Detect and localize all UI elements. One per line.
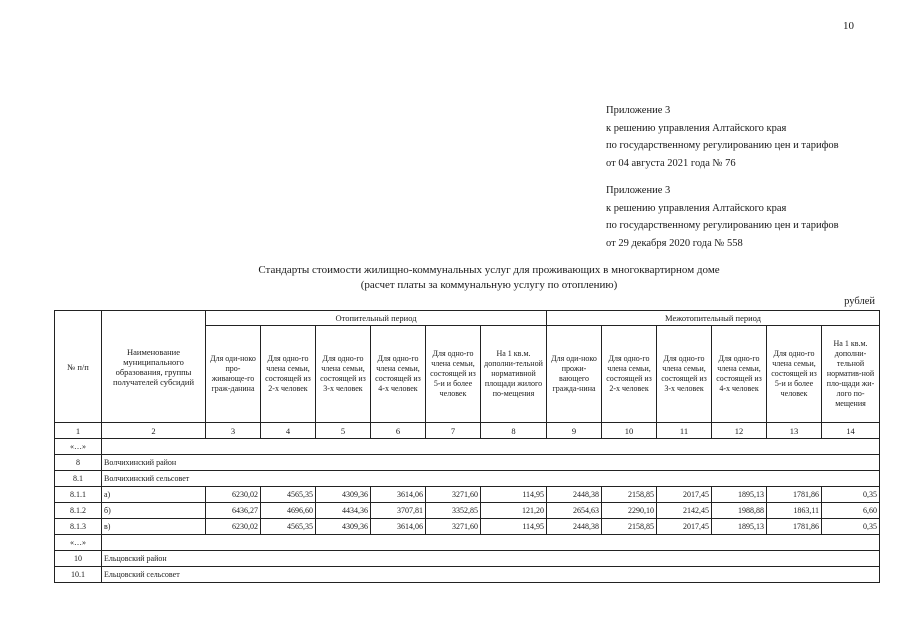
value-cell: 4565,35 bbox=[261, 519, 316, 535]
value-cell: 1895,13 bbox=[712, 519, 767, 535]
row-number-cell: 8.1.3 bbox=[55, 519, 102, 535]
row-name-cell: Волчихинский район bbox=[102, 455, 880, 471]
table-row bbox=[55, 455, 880, 471]
row-number-cell: 8 bbox=[55, 455, 102, 471]
header-nonheating-col: Для одно-го члена семьи, состоящей из 2-х человек bbox=[602, 326, 657, 423]
value-cell: 4434,36 bbox=[316, 503, 371, 519]
value-cell: 6436,27 bbox=[206, 503, 261, 519]
column-number-cell: 2 bbox=[102, 423, 206, 439]
table-row bbox=[55, 519, 880, 535]
value-cell: 2158,85 bbox=[602, 487, 657, 503]
row-number-cell: 8.1.1 bbox=[55, 487, 102, 503]
column-number-cell: 1 bbox=[55, 423, 102, 439]
header-row-number: № п/п bbox=[55, 311, 102, 423]
annex-line: от 04 августа 2021 года № 76 bbox=[606, 157, 736, 169]
header-nonheating-col: Для оди-ноко прожи-вающего гражда-нина bbox=[547, 326, 602, 423]
value-cell: 3352,85 bbox=[426, 503, 481, 519]
rates-table bbox=[54, 310, 880, 583]
column-number-cell: 7 bbox=[426, 423, 481, 439]
value-cell: 6,60 bbox=[822, 503, 880, 519]
table-body bbox=[55, 423, 880, 583]
row-number-cell: «…» bbox=[55, 439, 102, 455]
annex-line: Приложение 3 bbox=[606, 185, 671, 196]
header-municipality: Наименование муниципального образования, группы получателей субсидий bbox=[102, 311, 206, 423]
annex-line: к решению управления Алтайского края bbox=[606, 122, 787, 134]
value-cell: 2448,38 bbox=[547, 519, 602, 535]
annex-line: по государственному регулированию цен и тарифов bbox=[606, 140, 839, 151]
row-name-cell: Волчихинский сельсовет bbox=[102, 471, 880, 487]
header-heating-col: Для оди-ноко про-живающе-го граж-данина bbox=[206, 326, 261, 423]
column-number-cell: 13 bbox=[767, 423, 822, 439]
value-cell: 1863,11 bbox=[767, 503, 822, 519]
column-number-cell: 12 bbox=[712, 423, 767, 439]
table-row bbox=[55, 535, 880, 551]
row-number-cell: 10.1 bbox=[55, 567, 102, 583]
row-name-cell: в) bbox=[102, 519, 206, 535]
column-number-cell: 5 bbox=[316, 423, 371, 439]
row-number-cell: 8.1 bbox=[55, 471, 102, 487]
annex-previous-block bbox=[606, 182, 839, 252]
value-cell: 6230,02 bbox=[206, 519, 261, 535]
header-nonheating-period: Межотопительный период bbox=[547, 311, 880, 326]
value-cell: 4309,36 bbox=[316, 487, 371, 503]
column-number-cell: 10 bbox=[602, 423, 657, 439]
value-cell: 4565,35 bbox=[261, 487, 316, 503]
table-row bbox=[55, 551, 880, 567]
value-cell: 3271,60 bbox=[426, 487, 481, 503]
header-heating-col: Для одно-го члена семьи, состоящей из 4-х человек bbox=[371, 326, 426, 423]
value-cell: 114,95 bbox=[481, 519, 547, 535]
value-cell: 121,20 bbox=[481, 503, 547, 519]
header-heating-period: Отопительный период bbox=[206, 311, 547, 326]
column-number-cell: 14 bbox=[822, 423, 880, 439]
value-cell: 2158,85 bbox=[602, 519, 657, 535]
page-number: 10 bbox=[843, 20, 854, 32]
value-cell: 4309,36 bbox=[316, 519, 371, 535]
title-subline: (расчет платы за коммунальную услугу по отоплению) bbox=[360, 279, 618, 291]
row-number-cell: «…» bbox=[55, 535, 102, 551]
column-number-row bbox=[55, 423, 880, 439]
header-heating-col: Для одно-го члена семьи, состоящей из 5-и и более человек bbox=[426, 326, 481, 423]
row-number-cell: 10 bbox=[55, 551, 102, 567]
row-name-cell: Ельцовский район bbox=[102, 551, 880, 567]
value-cell: 1988,88 bbox=[712, 503, 767, 519]
units-label: рублей bbox=[844, 296, 875, 307]
table-row bbox=[55, 439, 880, 455]
value-cell: 4696,60 bbox=[261, 503, 316, 519]
row-number-cell: 8.1.2 bbox=[55, 503, 102, 519]
row-name-cell: б) bbox=[102, 503, 206, 519]
column-number-cell: 3 bbox=[206, 423, 261, 439]
document-title bbox=[54, 263, 905, 293]
value-cell: 3707,81 bbox=[371, 503, 426, 519]
value-cell: 3614,06 bbox=[371, 487, 426, 503]
row-name-cell: Ельцовский сельсовет bbox=[102, 567, 880, 583]
value-cell: 3614,06 bbox=[371, 519, 426, 535]
header-nonheating-col: Для одно-го члена семьи, состоящей из 5-и и более человек bbox=[767, 326, 822, 423]
value-cell: 2142,45 bbox=[657, 503, 712, 519]
row-name-cell: а) bbox=[102, 487, 206, 503]
table-row bbox=[55, 567, 880, 583]
column-number-cell: 9 bbox=[547, 423, 602, 439]
value-cell: 3271,60 bbox=[426, 519, 481, 535]
annex-line: от 29 декабря 2020 года № 558 bbox=[606, 237, 743, 249]
header-heating-col: Для одно-го члена семьи, состоящей из 3-х человек bbox=[316, 326, 371, 423]
value-cell: 6230,02 bbox=[206, 487, 261, 503]
table-row bbox=[55, 487, 880, 503]
value-cell: 2017,45 bbox=[657, 519, 712, 535]
value-cell: 2290,10 bbox=[602, 503, 657, 519]
row-name-cell bbox=[102, 535, 880, 551]
row-name-cell bbox=[102, 439, 880, 455]
value-cell: 0,35 bbox=[822, 487, 880, 503]
column-number-cell: 6 bbox=[371, 423, 426, 439]
table-row bbox=[55, 471, 880, 487]
header-nonheating-col: Для одно-го члена семьи, состоящей из 3-х человек bbox=[657, 326, 712, 423]
value-cell: 1781,86 bbox=[767, 519, 822, 535]
value-cell: 2017,45 bbox=[657, 487, 712, 503]
table-row bbox=[55, 503, 880, 519]
title-line: Стандарты стоимости жилищно-коммунальных услуг для проживающих в многоквартирном доме bbox=[258, 264, 720, 276]
value-cell: 2654,63 bbox=[547, 503, 602, 519]
header-heating-col: Для одно-го члена семьи, состоящей из 2-х человек bbox=[261, 326, 316, 423]
column-number-cell: 4 bbox=[261, 423, 316, 439]
value-cell: 114,95 bbox=[481, 487, 547, 503]
annex-line: к решению управления Алтайского края bbox=[606, 202, 787, 214]
value-cell: 1895,13 bbox=[712, 487, 767, 503]
value-cell: 2448,38 bbox=[547, 487, 602, 503]
column-number-cell: 8 bbox=[481, 423, 547, 439]
annex-current-block bbox=[606, 102, 839, 172]
value-cell: 0,35 bbox=[822, 519, 880, 535]
header-nonheating-col: На 1 кв.м. дополни-тельной норматив-ной пло-щади жи-лого по-мещения bbox=[822, 326, 880, 423]
header-nonheating-col: Для одно-го члена семьи, состоящей из 4-х человек bbox=[712, 326, 767, 423]
value-cell: 1781,86 bbox=[767, 487, 822, 503]
annex-line: Приложение 3 bbox=[606, 105, 671, 116]
column-number-cell: 11 bbox=[657, 423, 712, 439]
annex-line: по государственному регулированию цен и тарифов bbox=[606, 220, 839, 231]
header-heating-col: На 1 кв.м. дополни-тельной нормативной площади жилого по-мещения bbox=[481, 326, 547, 423]
